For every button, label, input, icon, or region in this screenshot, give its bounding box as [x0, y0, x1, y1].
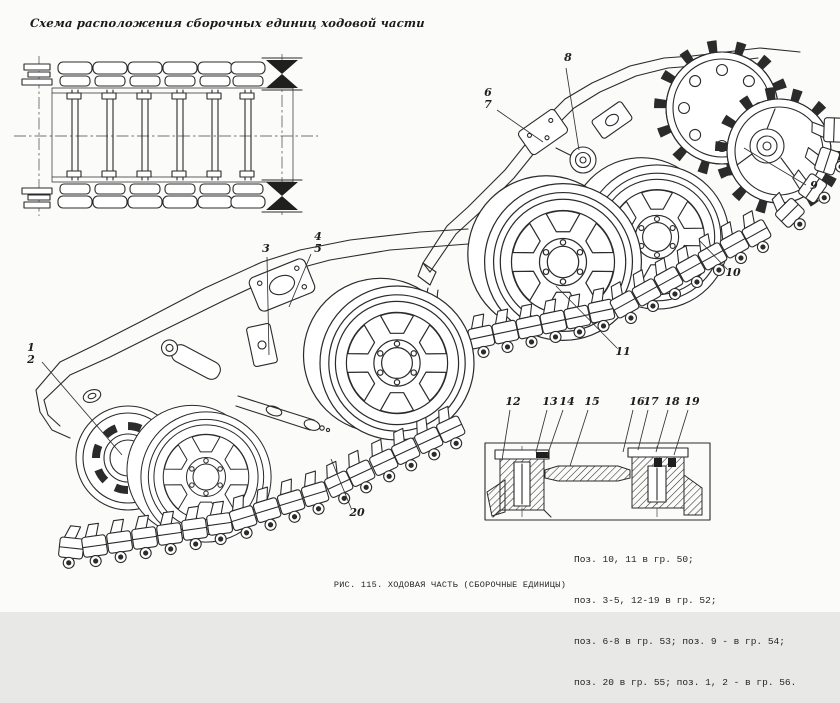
front-unit-drawing: [36, 229, 474, 570]
callout-6: 6: [484, 86, 492, 99]
hub-section-detail: [485, 443, 710, 520]
section-rod: [545, 466, 630, 481]
callout-13: 13: [542, 395, 558, 408]
callout-17: 17: [643, 395, 659, 408]
leader-line: [623, 410, 633, 452]
callout-9: 9: [810, 179, 818, 192]
legend-line: поз. 3-5, 12-19 в гр. 52;: [574, 594, 717, 606]
leader-line: [547, 410, 563, 456]
callout-15: 15: [584, 395, 600, 408]
callout-1: 1: [27, 341, 35, 354]
rear-unit-drawing: [418, 46, 840, 360]
leader-line: [570, 410, 588, 466]
callout-3: 3: [262, 242, 270, 255]
figure-title: Схема расположения сборочных единиц ходовой части: [29, 16, 426, 30]
callout-4: 4: [314, 230, 322, 243]
legend-line: поз. 6-8 в гр. 53; поз. 9 - в гр. 54;: [574, 635, 785, 647]
callout-20: 20: [349, 506, 365, 519]
figure-caption: РИС. 115. ХОДОВАЯ ЧАСТЬ (СБОРОЧНЫЕ ЕДИНИЦЫ): [333, 580, 567, 590]
callout-14: 14: [559, 395, 575, 408]
leader-line: [566, 68, 579, 150]
plan-schematic: [14, 54, 318, 218]
legend-line: поз. 20 в гр. 55; поз. 1, 2 - в гр. 56.: [574, 676, 797, 688]
legend-block: [574, 526, 796, 703]
callout-18: 18: [664, 395, 680, 408]
callout-16: 16: [629, 395, 645, 408]
torsion-shaft: [236, 396, 330, 432]
section-left-hub: [487, 450, 551, 517]
leader-line: [638, 410, 648, 450]
callout-7: 7: [484, 98, 492, 111]
callout-2: 2: [27, 353, 35, 366]
plan-sprocket-cluster: [262, 58, 302, 212]
leader-line: [536, 410, 547, 452]
legend-line: Поз. 10, 11 в гр. 50;: [574, 554, 694, 566]
callout-5: 5: [314, 242, 322, 255]
callout-11: 11: [615, 345, 631, 358]
callout-12: 12: [505, 395, 521, 408]
callout-19: 19: [684, 395, 700, 408]
leader-line: [656, 410, 668, 452]
callout-10: 10: [725, 266, 741, 279]
hull-emblem: [81, 387, 102, 404]
callout-8: 8: [564, 51, 572, 64]
section-right-hub: [628, 448, 702, 515]
